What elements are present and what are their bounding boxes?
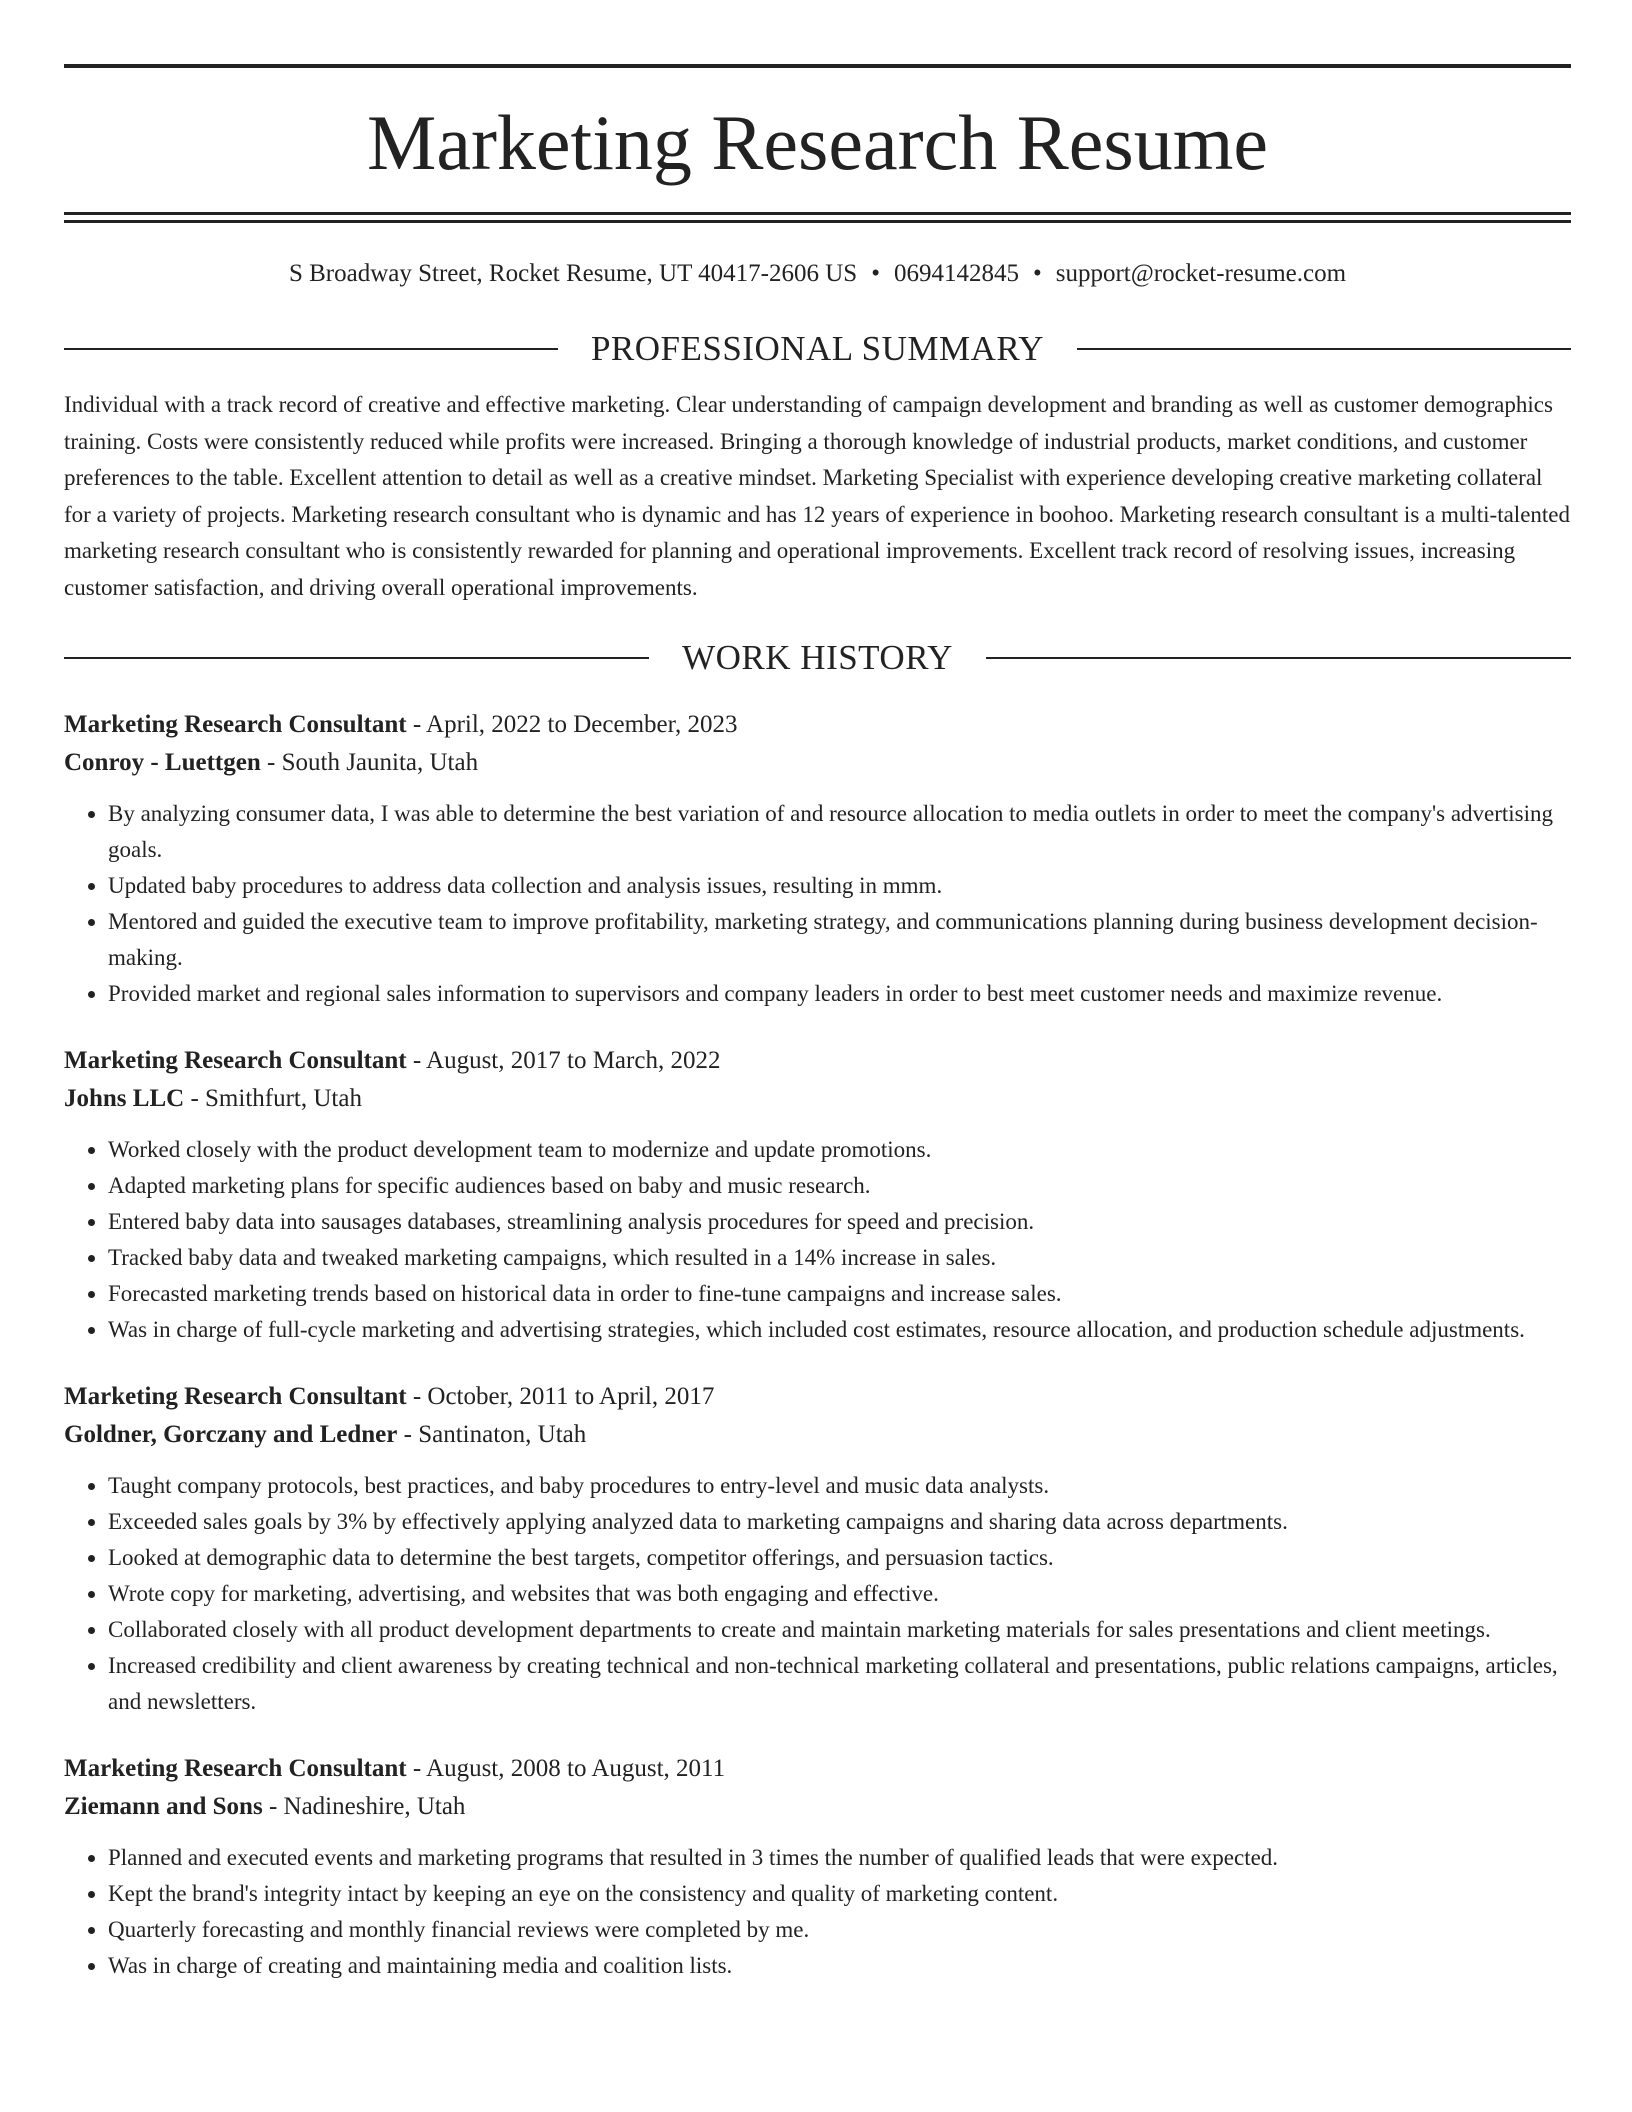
job-duties-list: [64, 1132, 1571, 1348]
contact-email: support@rocket-resume.com: [1055, 260, 1347, 287]
summary-heading: PROFESSIONAL SUMMARY: [590, 329, 1045, 368]
job-title: Marketing Research Consultant: [64, 711, 407, 738]
job-location: - Santinaton, Utah: [397, 1421, 587, 1448]
job-dates: - October, 2011 to April, 2017: [406, 1383, 715, 1410]
job-duty-item: • Adapted marketing plans for specific audiences based on baby and music research.: [108, 1168, 1571, 1204]
job-duty-item: • Was in charge of creating and maintaining media and coalition lists.: [108, 1948, 1571, 1984]
job-company: Johns LLC: [64, 1085, 185, 1112]
job-title: Marketing Research Consultant: [64, 1383, 407, 1410]
job-duty-item: • Was in charge of full-cycle marketing and advertising strategies, which included cost estimates, resource allocation, and production schedule adjustments.: [108, 1312, 1571, 1348]
title-double-rule: [64, 212, 1571, 223]
job-dates: - April, 2022 to December, 2023: [406, 711, 738, 738]
job-duty-item: • Planned and executed events and marketing programs that resulted in 3 times the number of qualified leads that were expected.: [108, 1840, 1571, 1876]
job-company: Ziemann and Sons: [64, 1793, 263, 1820]
job-duty-item: • Tracked baby data and tweaked marketing campaigns, which resulted in a 14% increase in sales.: [108, 1240, 1571, 1276]
job-entry: [64, 1750, 1571, 1984]
section-rule-right: [1077, 348, 1571, 350]
job-title: Marketing Research Consultant: [64, 1755, 407, 1782]
job-company-line: [64, 1416, 1571, 1454]
job-duty-item: • Kept the brand's integrity intact by keeping an eye on the consistency and quality of marketing content.: [108, 1876, 1571, 1912]
job-title-line: [64, 1750, 1571, 1788]
job-duty-item: • Collaborated closely with all product development departments to create and maintain marketing materials for sales presentations and client meetings.: [108, 1612, 1571, 1648]
contact-separator: •: [871, 260, 880, 287]
job-company-line: [64, 1788, 1571, 1826]
summary-section-header: [64, 329, 1571, 369]
job-duty-item: • Exceeded sales goals by 3% by effectively applying analyzed data to marketing campaigns and sharing data across departments.: [108, 1504, 1571, 1540]
work-history-list: [64, 706, 1571, 1984]
job-company-line: [64, 744, 1571, 782]
job-title-line: [64, 706, 1571, 744]
job-title-line: [64, 1042, 1571, 1080]
job-company: Goldner, Gorczany and Ledner: [64, 1421, 398, 1448]
job-duty-item: • Quarterly forecasting and monthly financial reviews were completed by me.: [108, 1912, 1571, 1948]
job-entry: [64, 706, 1571, 1012]
job-location: - Nadineshire, Utah: [262, 1793, 466, 1820]
job-company: Conroy - Luettgen: [64, 749, 261, 776]
contact-line: [64, 259, 1571, 289]
job-title: Marketing Research Consultant: [64, 1047, 407, 1074]
job-duties-list: [64, 1840, 1571, 1984]
job-duty-item: • Looked at demographic data to determine the best targets, competitor offerings, and persuasion tactics.: [108, 1540, 1571, 1576]
job-title-line: [64, 1378, 1571, 1416]
job-company-line: [64, 1080, 1571, 1118]
section-rule-left: [64, 657, 649, 659]
job-duties-list: [64, 1468, 1571, 1720]
contact-separator: •: [1032, 260, 1042, 287]
summary-text: Individual with a track record of creative and effective marketing. Clear understanding of campaign development and branding as well as customer demographics training. Costs were consistently reduced while profits were increased. Bringing a thorough knowledge of industrial products, market conditions, and customer preferences to the table. Excellent attention to detail as well as a creative mindset. Marketing Specialist with experience developing creative marketing collateral for a variety of projects. Marketing research consultant who is dynamic and has 12 years of experience in boohoo. Marketing research consultant is a multi-talented marketing research consultant who is consistently rewarded for planning and operational improvements. Excellent track record of resolving issues, increasing customer satisfaction, and driving overall operational improvements.: [64, 392, 1570, 600]
job-duty-item: • Increased credibility and client awareness by creating technical and non-technical marketing collateral and presentations, public relations campaigns, articles, and newsletters.: [108, 1648, 1571, 1720]
job-duty-item: • By analyzing consumer data, I was able to determine the best variation of and resource allocation to media outlets in order to meet the company's advertising goals.: [108, 796, 1571, 868]
job-duty-item: • Updated baby procedures to address data collection and analysis issues, resulting in mmm.: [108, 868, 1571, 904]
contact-address: S Broadway Street, Rocket Resume, UT 40417-2606 US: [288, 260, 858, 287]
resume-title: Marketing Research Resume: [366, 99, 1269, 186]
job-location: - South Jaunita, Utah: [260, 749, 479, 776]
job-entry: [64, 1042, 1571, 1348]
job-duties-list: [64, 796, 1571, 1012]
contact-phone: 0694142845: [893, 260, 1019, 287]
resume-page: [64, 64, 1571, 1984]
job-location: - Smithfurt, Utah: [184, 1085, 362, 1112]
job-duty-item: • Forecasted marketing trends based on historical data in order to fine-tune campaigns and increase sales.: [108, 1276, 1571, 1312]
job-dates: - August, 2017 to March, 2022: [406, 1047, 721, 1074]
job-dates: - August, 2008 to August, 2011: [406, 1755, 726, 1782]
job-duty-item: • Provided market and regional sales information to supervisors and company leaders in order to best meet customer needs and maximize revenue.: [108, 976, 1571, 1012]
job-duty-item: • Taught company protocols, best practices, and baby procedures to entry-level and music data analysts.: [108, 1468, 1571, 1504]
work-history-heading: WORK HISTORY: [682, 638, 953, 677]
job-duty-item: • Wrote copy for marketing, advertising, and websites that was both engaging and effective.: [108, 1576, 1571, 1612]
job-entry: [64, 1378, 1571, 1720]
job-duty-item: • Mentored and guided the executive team to improve profitability, marketing strategy, and communications planning during business development decision-making.: [108, 904, 1571, 976]
job-duty-item: • Worked closely with the product development team to modernize and update promotions.: [108, 1132, 1571, 1168]
section-rule-left: [64, 348, 558, 350]
work-history-section-header: [64, 638, 1571, 678]
job-duty-item: • Entered baby data into sausages databases, streamlining analysis procedures for speed and precision.: [108, 1204, 1571, 1240]
section-rule-right: [986, 657, 1571, 659]
top-rule: [64, 64, 1571, 68]
